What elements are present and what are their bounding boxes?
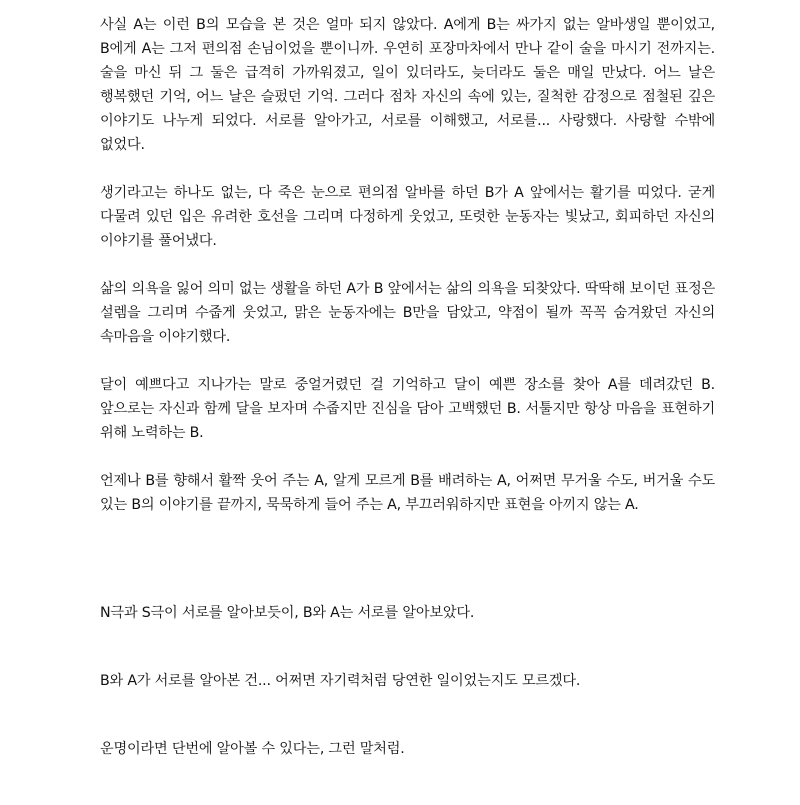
- line-1: N극과 S극이 서로를 알아보듯이, B와 A는 서로를 알아보았다.: [100, 605, 475, 621]
- document-page: [100, 13, 715, 805]
- paragraph-3: 삶의 의욕을 잃어 의미 없는 생활을 하던 A가 B 앞에서는 삶의 의욕을 되찾았다. 딱딱해 보이던 표정은 설렘을 그리며 수줍게 웃었고, 맑은 눈동자에는 B만을 담았고, 약점이 될까 꼭꼭 숨겨왔던 자신의 속마음을 이야기했다.: [100, 281, 715, 345]
- paragraph-5: 언제나 B를 향해서 활짝 웃어 주는 A, 알게 모르게 B를 배려하는 A, 어쩌면 무거울 수도, 버거울 수도 있는 B의 이야기를 끝까지, 묵묵하게 들어 주는 A, 부끄러워하지만 표현을 아끼지 않는 A.: [100, 473, 715, 513]
- paragraph-2: 생기라고는 하나도 없는, 다 죽은 눈으로 편의점 알바를 하던 B가 A 앞에서는 활기를 띠었다. 굳게 다물려 있던 입은 유려한 호선을 그리며 다정하게 웃었고, 또렷한 눈동자는 빛났고, 회피하던 자신의 이야기를 풀어냈다.: [100, 185, 715, 249]
- line-2: B와 A가 서로를 알아본 건... 어쩌면 자기력처럼 당연한 일이었는지도 모르겠다.: [100, 673, 581, 689]
- blank-space: [100, 541, 715, 601]
- paragraph-4: 달이 예쁘다고 지나가는 말로 중얼거렸던 걸 기억하고 달이 예쁜 장소를 찾아 A를 데려갔던 B. 앞으로는 자신과 함께 달을 보자며 수줍지만 진심을 담아 고백했던 B. 서툴지만 항상 마음을 표현하기 위해 노력하는 B.: [100, 377, 715, 441]
- line-3: 운명이라면 단번에 알아볼 수 있다는, 그런 말처럼.: [100, 741, 405, 757]
- paragraph-1: 사실 A는 이런 B의 모습을 본 것은 얼마 되지 않았다. A에게 B는 싸가지 없는 알바생일 뿐이었고, B에게 A는 그저 편의점 손님이었을 뿐이니까. 우연히 포장마차에서 만나 같이 술을 마시기 전까지는. 술을 마신 뒤 그 둘은 급격히 가까워졌고, 일이 있더라도, 늦더라도 둘은 매일 만났다. 어느 날은 행복했던 기억, 어느 날은 슬펐던 기억. 그러다 점차 자신의 속에 있는, 질척한 감정으로 점철된 깊은 이야기도 나누게 되었다. 서로를 알아가고, 서로를 이해했고, 서로를... 사랑했다. 사랑할 수밖에 없었다.: [100, 17, 715, 153]
